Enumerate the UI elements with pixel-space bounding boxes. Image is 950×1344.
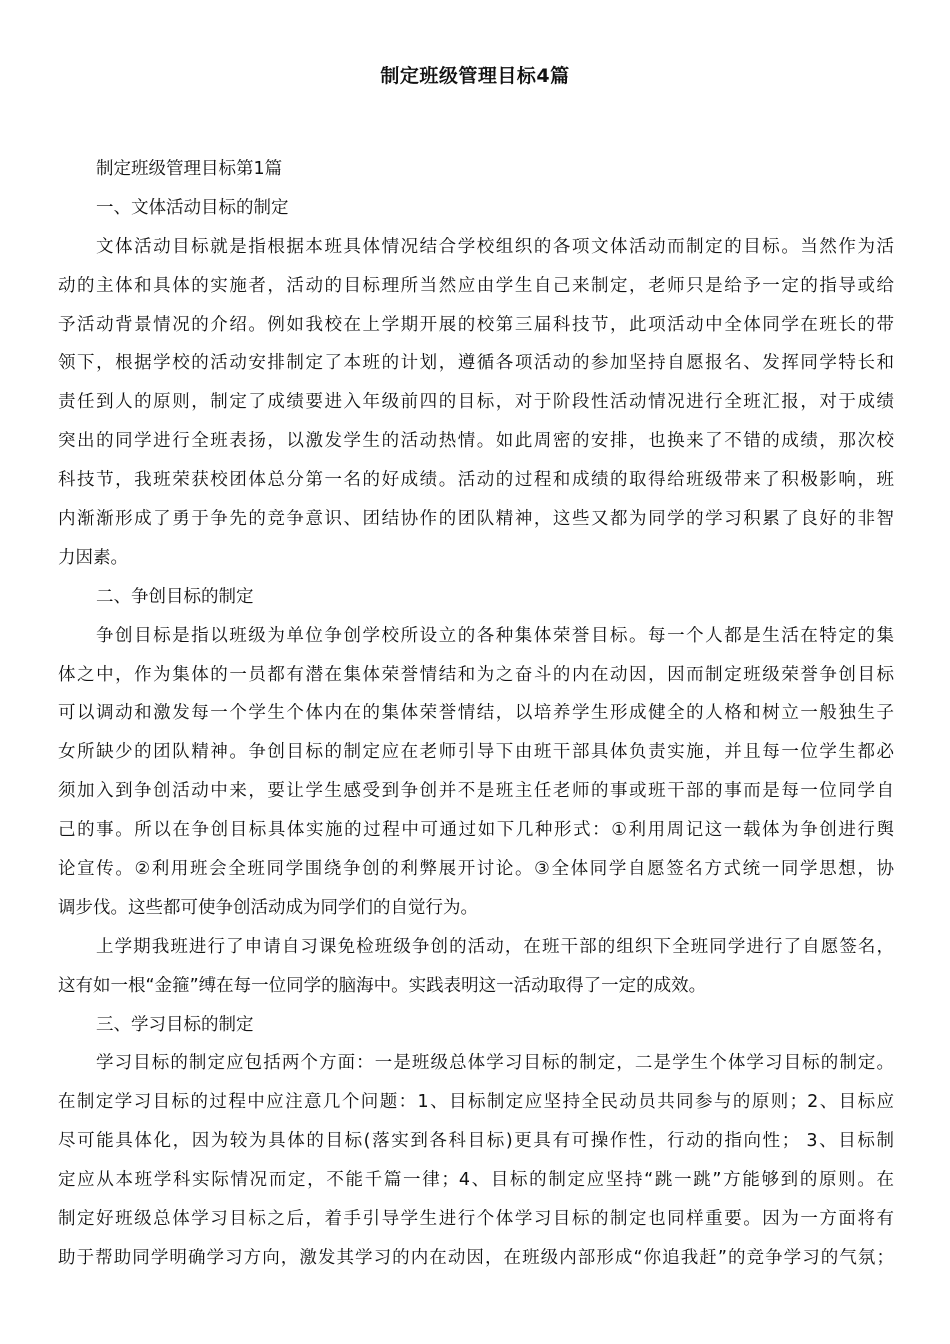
text-line: 调步伐。这些都可使争创活动成为同学们的自觉行为。 [58,897,478,918]
text-line: 己的事。所以在争创目标具体实施的过程中可通过如下几种形式：①利用周记这一载体为争创进行舆 [58,820,894,841]
text-line: 尽可能具体化，因为较为具体的目标(落实到各科目标)更具有可操作性，行动的指向性； 3、目标制 [58,1131,894,1152]
text-line: 领下，根据学校的活动安排制定了本班的计划，遵循各项活动的参加坚持自愿报名、发挥同学特长和 [58,353,894,374]
text-line: 一、文体活动目标的制定 [96,197,289,218]
text-line: 三、学习目标的制定 [96,1014,254,1035]
text-line: 制定班级管理目标第1篇 [96,159,283,179]
text-line: 争创目标是指以班级为单位争创学校所设立的各种集体荣誉目标。每一个人都是生活在特定的集 [96,625,894,646]
text-line: 责任到人的原则，制定了成绩要进入年级前四的目标，对于阶段性活动情况进行全班汇报，对于成绩 [58,392,894,413]
text-line: 内渐渐形成了勇于争先的竞争意识、团结协作的团队精神，这些又都为同学的学习积累了良好的非智 [58,509,894,530]
text-line: 体之中，作为集体的一员都有潜在集体荣誉情结和为之奋斗的内在动因，因而制定班级荣誉争创目标 [58,664,894,685]
document-title: 制定班级管理目标4篇 [380,65,570,87]
text-line: 学习目标的制定应包括两个方面：一是班级总体学习目标的制定，二是学生个体学习目标的制定。 [96,1053,894,1074]
text-line: 上学期我班进行了申请自习课免检班级争创的活动，在班干部的组织下全班同学进行了自愿签名， [96,936,894,957]
text-line: 这有如一根“金箍”缚在每一位同学的脑海中。实践表明这一活动取得了一定的成效。 [58,975,707,996]
text-line: 须加入到争创活动中来，要让学生感受到争创并不是班主任老师的事或班干部的事而是每一位同学自 [58,781,894,802]
text-line: 在制定学习目标的过程中应注意几个问题：1、目标制定应坚持全民动员共同参与的原则；2、目标应 [58,1092,894,1113]
text-line: 力因素。 [58,547,128,568]
text-line: 科技节，我班荣获校团体总分第一名的好成绩。活动的过程和成绩的取得给班级带来了积极影响，班 [58,470,894,491]
text-line: 定应从本班学科实际情况而定，不能千篇一律；4、目标的制定应坚持“跳一跳”方能够到的原则。在 [58,1170,894,1191]
text-line: 制定好班级总体学习目标之后，着手引导学生进行个体学习目标的制定也同样重要。因为一方面将有 [58,1209,894,1230]
text-line: 女所缺少的团队精神。争创目标的制定应在老师引导下由班干部具体负责实施，并且每一位学生都必 [58,742,894,763]
document-body [58,150,894,1278]
text-line: 动的主体和具体的实施者，活动的目标理所当然应由学生自己来制定，老师只是给予一定的指导或给 [58,275,894,296]
text-line: 文体活动目标就是指根据本班具体情况结合学校组织的各项文体活动而制定的目标。当然作为活 [96,236,894,257]
text-line: 论宣传。②利用班会全班同学围绕争创的利弊展开讨论。③全体同学自愿签名方式统一同学思想，协 [58,859,894,880]
text-line: 突出的同学进行全班表扬，以激发学生的活动热情。如此周密的安排，也换来了不错的成绩，那次校 [58,431,894,452]
text-line: 可以调动和激发每一个学生个体内在的集体荣誉情结，以培养学生形成健全的人格和树立一般独生子 [58,703,894,724]
text-line: 二、争创目标的制定 [96,586,254,607]
text-line: 助于帮助同学明确学习方向，激发其学习的内在动因，在班级内部形成“你追我赶”的竞争学习的气氛； [58,1247,894,1268]
text-line: 予活动背景情况的介绍。例如我校在上学期开展的校第三届科技节，此项活动中全体同学在班长的带 [58,314,894,335]
